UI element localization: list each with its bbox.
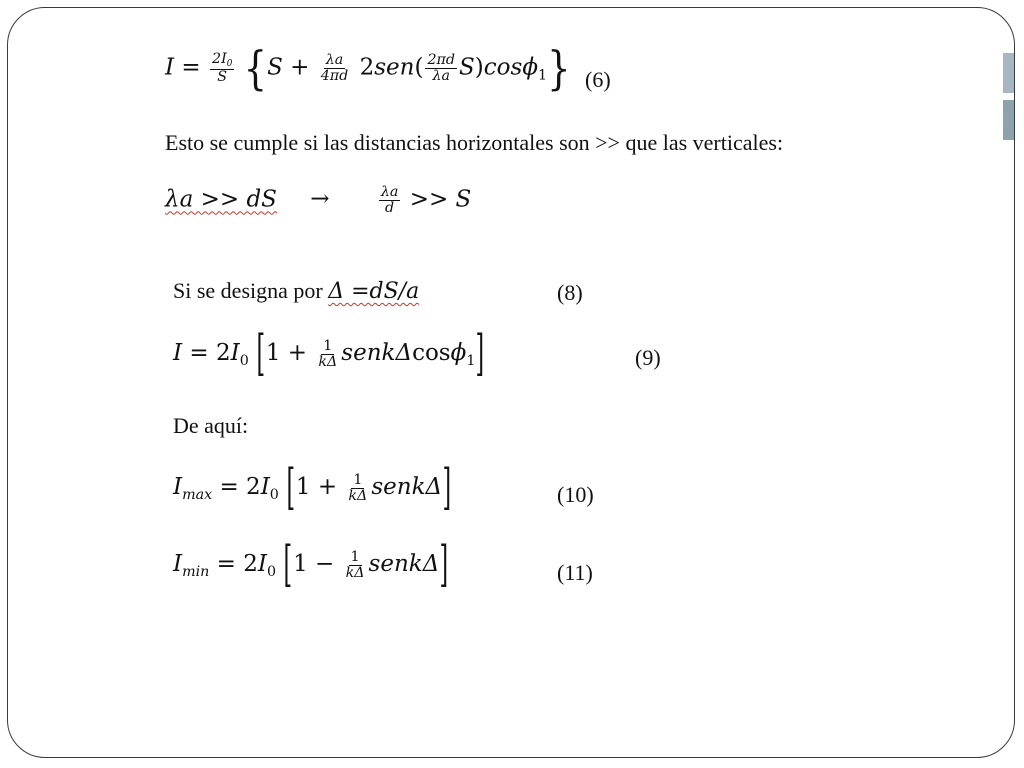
equation-6-number: (6) [585, 67, 611, 92]
equation-10-number: (10) [557, 482, 594, 507]
equation-11: $I_{min} = 2I_0$ [1 − $\frac{1}{k\Delta}$ senkΔ] [173, 537, 449, 593]
cond-right: >> S [409, 186, 472, 213]
equation-6: I = $\frac{2I_0}{S}$ {S + $\frac{\lambda a}{4\pi d}$ 2sen( $\frac{2\pi d}{\lambda a}$ S)cosϕ$_1$} [165, 41, 571, 96]
arrow-icon: → [310, 186, 330, 213]
cond-left: λa >> dS [165, 186, 277, 213]
slide-frame [7, 7, 1015, 758]
designa-text: Si se designa por [173, 278, 323, 303]
condition-text: Esto se cumple si las distancias horizontales son >> que las verticales: [165, 130, 784, 155]
equation-11-number: (11) [557, 560, 593, 585]
equation-8-number: (8) [557, 280, 583, 305]
designa-line [173, 278, 419, 304]
deaqui-text: De aquí: [173, 413, 249, 438]
condition-formula: λa >> dS → $\frac{\lambda a}{d}$ >> S [165, 184, 472, 216]
side-tab-bottom [1003, 100, 1014, 140]
designa-expression: Δ =dS/a [328, 279, 420, 304]
equation-9: $I = 2I_0$ [1 + $\frac{1}{k\Delta}$ senkΔcosϕ$_1$] [173, 326, 485, 382]
equation-9-number: (9) [635, 345, 661, 370]
side-tab-top [1003, 53, 1014, 93]
equation-10: $I_{max} = 2I_0$ [1 + $\frac{1}{k\Delta}$ senkΔ] [173, 460, 452, 516]
